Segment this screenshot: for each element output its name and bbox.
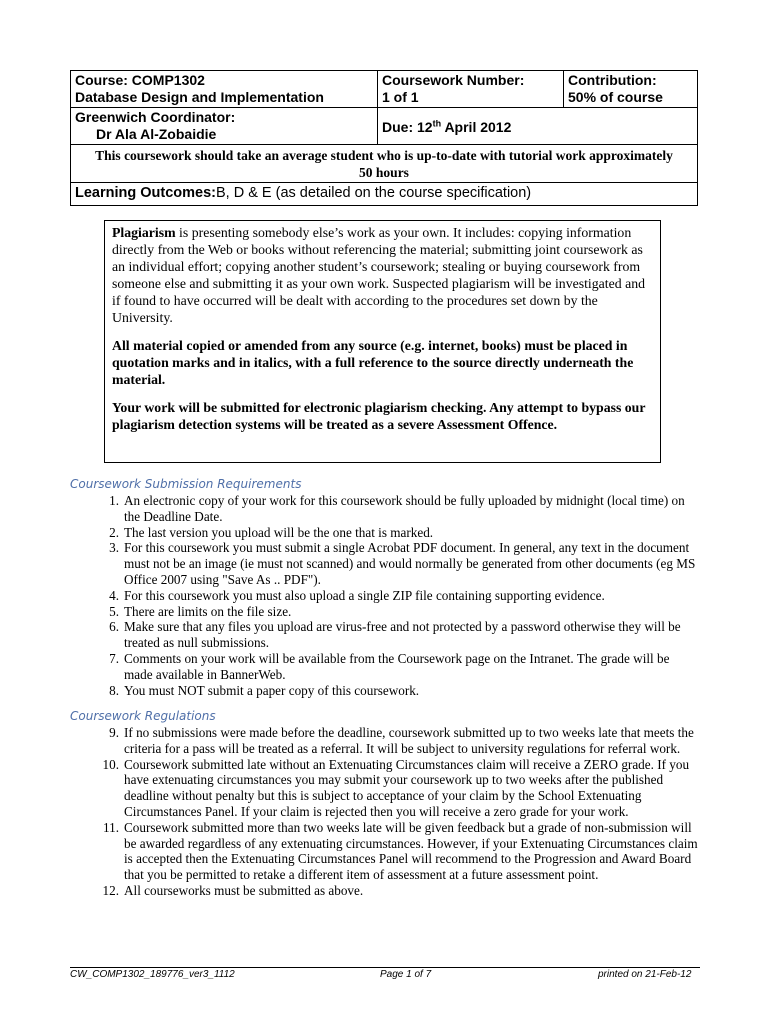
contribution-label: Contribution: [568, 72, 657, 88]
course-cell [71, 71, 378, 107]
effort-note: This coursework should take an average student who is up-to-date with tutorial work approximately 50 hours [71, 145, 697, 183]
coursework-number-value: 1 of 1 [382, 89, 419, 105]
submission-requirements-heading: Coursework Submission Requirements [70, 477, 302, 491]
list-item: 12. All courseworks must be submitted as above. [102, 882, 364, 898]
due-date: Due: 12th April 2012 [382, 118, 512, 135]
list-item: 8. You must NOT submit a paper copy of this coursework. [109, 682, 420, 698]
submission-requirements-list [70, 493, 700, 698]
header-row-coordinator [71, 108, 697, 145]
list-item: 6. Make sure that any files you upload are virus-free and not protected by a password otherwise they will be treated as null submissions. [109, 619, 681, 651]
list-item: 3. For this coursework you must submit a single Acrobat PDF document. In general, any text in the document must not be an image (ie must not scanned) and would normally be generated from other documents (eg MS Office 2007 using "Save As .. PDF"). [109, 540, 696, 587]
list-item: 2. The last version you upload will be the one that is marked. [109, 524, 434, 540]
due-date-cell [378, 108, 697, 144]
footer-document-id: CW_COMP1302_189776_ver3_1112 [70, 969, 235, 980]
learning-outcomes-row [71, 183, 697, 205]
list-item: 1. An electronic copy of your work for this coursework should be fully uploaded by midnight (local time) on the Deadline Date. [109, 493, 685, 524]
coordinator-cell [71, 108, 378, 144]
list-item: 9. If no submissions were made before the deadline, coursework submitted up to two weeks late that meets the criteria for a pass will be treated as a referral. It will be subject to university regulations for referral work. [109, 725, 694, 756]
list-item: 4. For this coursework you must also upload a single ZIP file containing supporting evidence. [109, 587, 605, 603]
learning-outcomes-value: B, D & E (as detailed on the course specification) [216, 185, 532, 201]
list-item: 10. Coursework submitted late without an Extenuating Circumstances claim will receive a ZERO grade. If you have extenuating circumstances you may submit your coursework up to two weeks after the published deadline without penalty but this is subject to acceptance of your claim by the School Extenuating Circumstances Panel. If your claim is rejected then you will receive a zero grade for your work. [102, 756, 690, 819]
coordinator-name: Dr Ala Al-Zobaidie [96, 126, 217, 142]
coursework-regulations-list [70, 725, 700, 899]
plagiarism-definition: Plagiarism is presenting somebody else’s work as your own. It includes: copying information directly from the Web or books without referencing the material; submitting joint coursework as an individual effort; copying another student’s coursework; stealing or buying coursework from someone else and submitting it as your own work. Suspected plagiarism will be investigated and if found to have occurred will be dealt with according to the procedures set down by the University. [112, 225, 645, 325]
contribution-value: 50% of course [568, 89, 663, 105]
quotation-rule: All material copied or amended from any source (e.g. internet, books) must be placed in quotation marks and in italics, with a full reference to the source directly underneath the material. [112, 338, 634, 387]
course-title: Database Design and Implementation [75, 89, 324, 105]
contribution-cell [564, 71, 697, 107]
coursework-number-cell [378, 71, 564, 107]
coursework-header-table [70, 70, 698, 206]
header-row-course [71, 71, 697, 108]
footer-divider [70, 967, 700, 968]
course-code: Course: COMP1302 [75, 72, 205, 88]
coursework-number-label: Coursework Number: [382, 72, 525, 88]
coursework-regulations-heading: Coursework Regulations [70, 709, 216, 723]
footer-printed-date: printed on 21-Feb-12 [598, 969, 692, 980]
plagiarism-checking-notice: Your work will be submitted for electronic plagiarism checking. Any attempt to bypass our plagiarism detection systems will be treated as a severe Assessment Offence. [112, 400, 646, 432]
plagiarism-notice-box [104, 220, 661, 463]
list-item: 11. Coursework submitted more than two weeks late will be given feedback but a grade of non-submission will be awarded regardless of any extenuating circumstances. However, if your Extenuating Circumstances claim is accepted then the Extenuating Circumstances Panel will recommend to the Progression and Award Board that you be permitted to retake a different item of assessment at a future assessment point. [103, 819, 698, 883]
coordinator-label: Greenwich Coordinator: [75, 109, 236, 125]
learning-outcomes-label: Learning Outcomes: [75, 185, 216, 201]
footer-page-number: Page 1 of 7 [380, 969, 432, 980]
list-item: 7. Comments on your work will be available from the Coursework page on the Intranet. The grade will be made available in BannerWeb. [109, 650, 670, 682]
list-item: 5. There are limits on the file size. [109, 603, 292, 619]
